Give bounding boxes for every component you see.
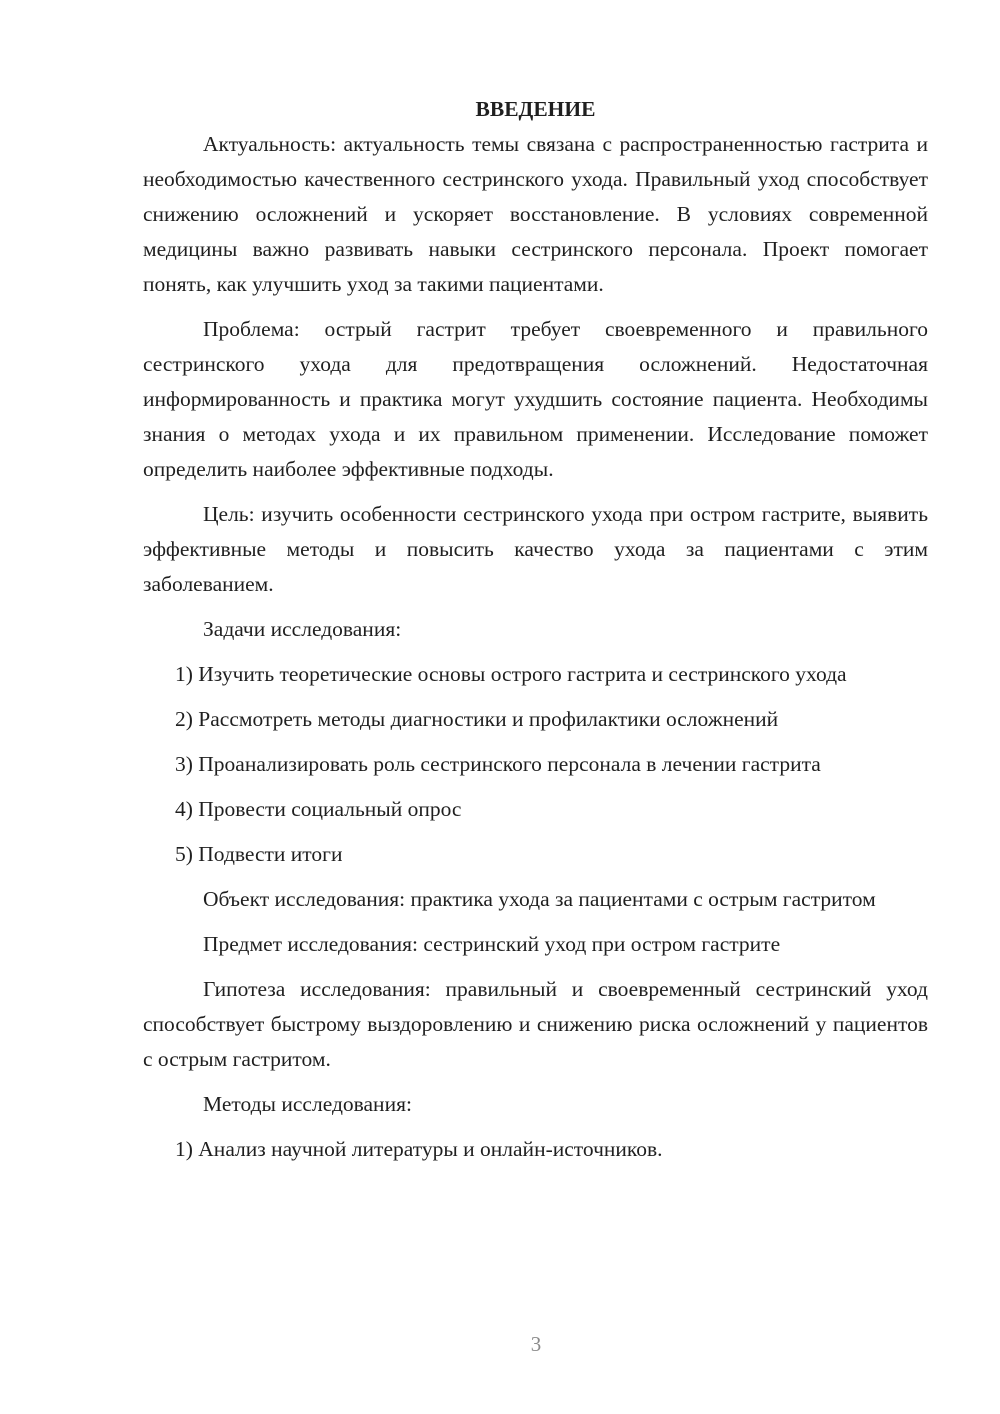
- task-item-5: 5) Подвести итоги: [175, 842, 343, 866]
- tasks-heading: Задачи исследования:: [203, 617, 402, 641]
- task-item-4: 4) Провести социальный опрос: [175, 797, 462, 821]
- method-item-1: 1) Анализ научной литературы и онлайн-источников.: [175, 1137, 663, 1161]
- goal-paragraph: Цель: изучить особенности сестринского ухода при остром гастрите, выявить эффективные методы и повысить качество ухода за пациентами с этим заболеванием.: [143, 502, 928, 596]
- page-number: 3: [530, 1332, 542, 1356]
- subject-paragraph: Предмет исследования: сестринский уход при остром гастрите: [203, 932, 781, 956]
- problem-paragraph: Проблема: острый гастрит требует своевременного и правильного сестринского ухода для предотвращения осложнений. Недостаточная информированность и практика могут ухудшить состояние пациента. Необходимы знания о методах ухода и их правильном применении. Исследование поможет определить наиболее эффективные подходы.: [143, 317, 928, 481]
- object-paragraph: Объект исследования: практика ухода за пациентами с острым гастритом: [203, 887, 876, 911]
- section-title: ВВЕДЕНИЕ: [475, 97, 596, 121]
- methods-heading: Методы исследования:: [203, 1092, 412, 1116]
- task-item-2: 2) Рассмотреть методы диагностики и профилактики осложнений: [175, 707, 779, 731]
- page-content: [143, 92, 928, 1177]
- hypothesis-paragraph: Гипотеза исследования: правильный и своевременный сестринский уход способствует быстрому выздоровлению и снижению риска осложнений у пациентов с острым гастритом.: [143, 977, 928, 1071]
- relevance-paragraph: Актуальность: актуальность темы связана с распространенностью гастрита и необходимостью качественного сестринского ухода. Правильный уход способствует снижению осложнений и ускоряет восстановление. В условиях современной медицины важно развивать навыки сестринского персонала. Проект помогает понять, как улучшить уход за такими пациентами.: [143, 132, 928, 296]
- task-item-3: 3) Проанализировать роль сестринского персонала в лечении гастрита: [175, 752, 821, 776]
- task-item-1: 1) Изучить теоретические основы острого гастрита и сестринского ухода: [175, 662, 847, 686]
